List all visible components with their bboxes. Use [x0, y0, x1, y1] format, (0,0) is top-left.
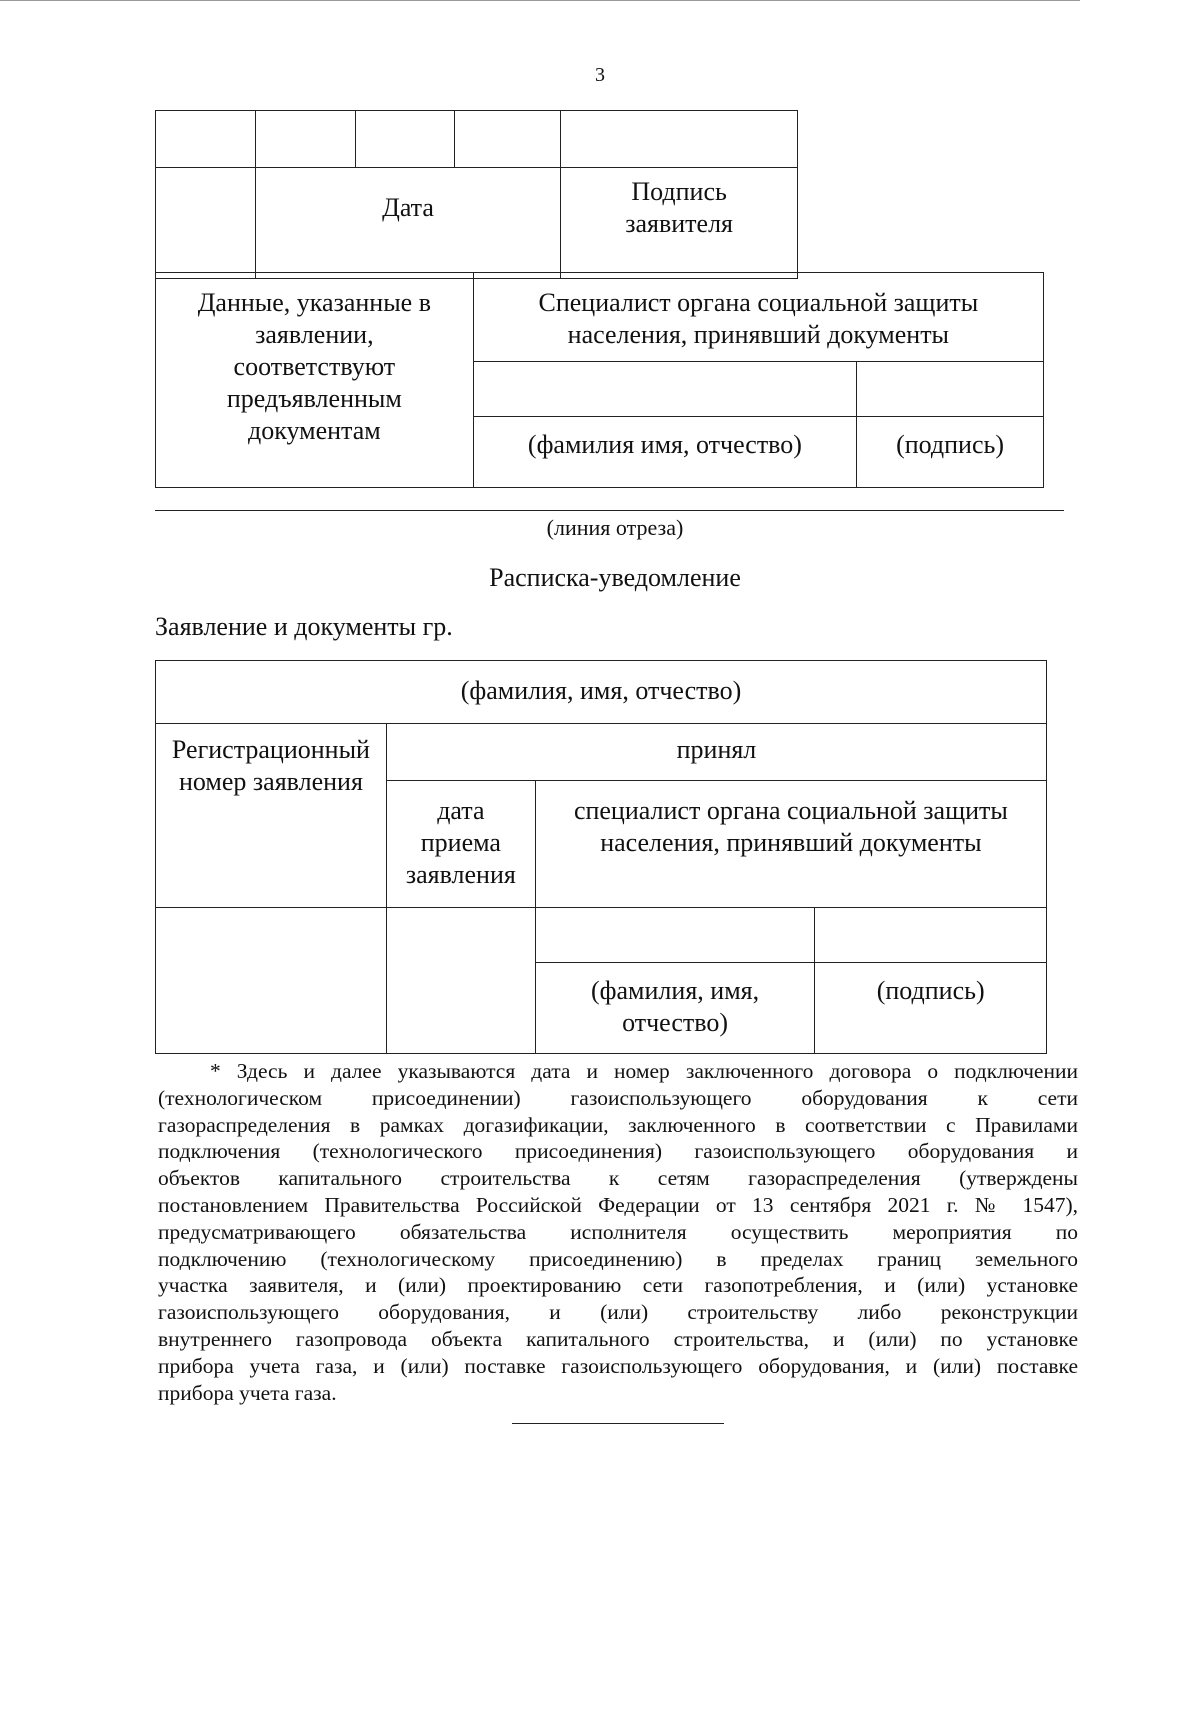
footnote-line: участка заявителя, и (или) проектированию сети газопотребления, и (или) установке [158, 1273, 1078, 1298]
specialist-header [473, 273, 1043, 362]
reg-number-line: Регистрационный [171, 735, 370, 764]
receipt-table [155, 660, 1047, 1054]
receipt-signature-label: (подпись) [815, 963, 1047, 1054]
footnote-line: прибора учета газа, и (или) поставке газоиспользующего оборудования, и (или) поставке [158, 1353, 1078, 1378]
footnote-line: предусматривающего обязательства исполнителя осуществить мероприятия по [158, 1219, 1078, 1244]
specialist-table [155, 272, 1044, 488]
reg-number-header [156, 724, 387, 908]
table-row [156, 661, 1047, 724]
fio-label: (фамилия имя, отчество) [473, 417, 856, 488]
footnote-line: прибора учета газа. [158, 1380, 337, 1405]
receipt-specialist-line: населения, принявший документы [600, 828, 982, 857]
applicant-signature-label [561, 168, 798, 279]
receipt-fio-line: отчество) [622, 1008, 729, 1037]
table-row [156, 111, 798, 168]
end-rule [512, 1423, 724, 1424]
footnote-line: внутреннего газопровода объекта капитального строительства, и (или) по установке [158, 1326, 1078, 1351]
data-match-line: предъявленным [226, 384, 402, 413]
specialist-header-line: Специалист органа социальной защиты [538, 288, 979, 317]
footnote-line: подключения (технологического присоединения) газоиспользующего оборудования и [158, 1139, 1078, 1164]
date-signature-table [155, 110, 798, 279]
signature-label: (подпись) [857, 417, 1044, 488]
specialist-fio-field[interactable] [473, 362, 856, 417]
data-match-line: Данные, указанные в [197, 288, 432, 317]
receipt-specialist-signature-field[interactable] [815, 908, 1047, 963]
receipt-specialist-header [535, 781, 1046, 908]
date-digit-cell[interactable] [255, 111, 355, 168]
table-row [156, 724, 1047, 781]
date-digit-cell[interactable] [455, 111, 561, 168]
date-digit-cell[interactable] [156, 111, 256, 168]
cut-line-label: (линия отреза) [546, 515, 684, 540]
empty-cell [156, 168, 256, 279]
page-number: 3 [595, 64, 605, 86]
receipt-title: Расписка-уведомление [489, 563, 741, 592]
receipt-intro: Заявление и документы гр. [155, 612, 453, 641]
footnote-body [158, 1085, 1078, 1380]
date-header [386, 781, 535, 908]
reg-number-field[interactable] [156, 908, 387, 1054]
reg-number-line: номер заявления [178, 767, 363, 796]
table-row [156, 273, 1044, 362]
footnote-line: подключению (технологическому присоединению) в пределах границ земельного [158, 1246, 1078, 1271]
receipt-specialist-line: специалист органа социальной защиты [573, 796, 1008, 825]
specialist-signature-field[interactable] [857, 362, 1044, 417]
footnote-line: газораспределения в рамках догазификации, заключенного в соответствии с Правилами [158, 1112, 1078, 1137]
receipt-fio-label [535, 963, 815, 1054]
footnote-line: постановлением Правительства Российской Федерации от 13 сентября 2021 г. № 1547), [158, 1192, 1078, 1217]
footnote-line: объектов капитального строительства к сетям газораспределения (утверждены [158, 1166, 1078, 1191]
scan-edge-line [0, 0, 1080, 1]
data-match-line: соответствуют [233, 352, 396, 381]
table-row [156, 168, 798, 279]
footnote-line: (технологическом присоединении) газоиспользующего оборудования к сети [158, 1085, 1078, 1110]
applicant-signature-cell[interactable] [561, 111, 798, 168]
applicant-fio-header: (фамилия, имя, отчество) [156, 661, 1047, 724]
date-label: Дата [255, 168, 560, 279]
footnote-line: * Здесь и далее указываются дата и номер заключенного договора о подключении [210, 1059, 1078, 1083]
table-row [156, 908, 1047, 963]
data-match-line: документам [247, 416, 381, 445]
signature-label-line: Подпись [631, 177, 727, 206]
data-match-line: заявлении, [255, 320, 374, 349]
date-header-line: приема [420, 828, 501, 857]
data-match-cell [156, 273, 474, 488]
receipt-fio-line: (фамилия, имя, [591, 976, 760, 1005]
specialist-header-line: населения, принявший документы [567, 320, 950, 349]
footnote-line: газоиспользующего оборудования, и (или) строительству либо реконструкции [158, 1300, 1078, 1325]
signature-label-line: заявителя [625, 209, 733, 238]
accepted-header: принял [386, 724, 1046, 781]
date-digit-cell[interactable] [355, 111, 455, 168]
date-header-line: дата [437, 796, 485, 825]
date-header-line: заявления [405, 860, 516, 889]
acceptance-date-field[interactable] [386, 908, 535, 1054]
footnote [158, 1058, 1078, 1406]
receipt-specialist-fio-field[interactable] [535, 908, 815, 963]
cut-line [155, 510, 1064, 511]
